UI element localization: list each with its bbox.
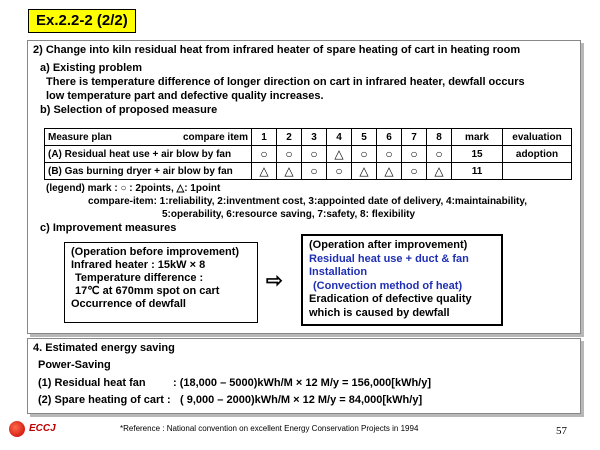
row-b-mark-8: △ bbox=[427, 163, 452, 180]
table-row bbox=[45, 163, 572, 180]
existing-problem-label: a) Existing problem bbox=[40, 62, 143, 74]
row-b-mark-5: △ bbox=[352, 163, 377, 180]
header-mark: mark bbox=[452, 129, 503, 146]
existing-problem-text-2: low temperature part and defective quality increases. bbox=[46, 90, 324, 102]
row-b-mark-6: △ bbox=[377, 163, 402, 180]
compare-items-line-2: 5:operability, 6:resource saving, 7:safety, 8: flexibility bbox=[162, 209, 416, 220]
row-a-total: 15 bbox=[452, 146, 503, 163]
row-a-mark-6: ○ bbox=[377, 146, 402, 163]
before-line-2: Temperature difference : bbox=[75, 272, 204, 284]
after-title: (Operation after improvement) bbox=[309, 239, 468, 251]
table-header-row bbox=[45, 129, 572, 146]
header-item-7: 7 bbox=[402, 129, 427, 146]
after-improvement-box bbox=[301, 234, 503, 326]
slide-title: Ex.2.2-2 (2/2) bbox=[28, 9, 136, 33]
comparison-table bbox=[44, 128, 572, 180]
header-plan-text: Measure plan bbox=[48, 131, 112, 143]
saving-line-1-label: (1) Residual heat fan bbox=[38, 377, 146, 389]
after-line-2: Installation bbox=[309, 266, 368, 278]
existing-problem-text-1: There is temperature difference of longer direction on cart in infrared heater, dewfall occurs bbox=[46, 76, 525, 88]
compare-items-line-1: compare-item: 1:reliability, 2:inventment cost, 3:appointed date of delivery, 4:maintainability, bbox=[88, 196, 527, 207]
energy-saving-heading: 4. Estimated energy saving bbox=[33, 342, 175, 354]
row-a-evaluation: adoption bbox=[503, 146, 572, 163]
row-a-mark-4: △ bbox=[327, 146, 352, 163]
before-line-4: Occurrence of dewfall bbox=[71, 298, 186, 310]
before-line-1: Infrared heater : 15kW × 8 bbox=[71, 259, 206, 271]
eccj-logo-icon bbox=[9, 421, 25, 437]
legend: (legend) mark : ○ : 2points, △: 1point bbox=[46, 183, 221, 194]
row-a-mark-2: ○ bbox=[277, 146, 302, 163]
header-item-5: 5 bbox=[352, 129, 377, 146]
before-line-3: 17℃ at 670mm spot on cart bbox=[75, 285, 220, 297]
table-header-plan bbox=[45, 129, 252, 146]
row-a-mark-5: ○ bbox=[352, 146, 377, 163]
row-a-mark-7: ○ bbox=[402, 146, 427, 163]
after-line-4: Eradication of defective quality bbox=[309, 293, 472, 305]
row-a-mark-3: ○ bbox=[302, 146, 327, 163]
eccj-logo-text: ECCJ bbox=[29, 423, 56, 434]
row-a-mark-8: ○ bbox=[427, 146, 452, 163]
row-b-mark-1: △ bbox=[252, 163, 277, 180]
table-row bbox=[45, 146, 572, 163]
improvement-measures-label: c) Improvement measures bbox=[40, 222, 177, 234]
row-b-mark-2: △ bbox=[277, 163, 302, 180]
header-item-6: 6 bbox=[377, 129, 402, 146]
page-number: 57 bbox=[556, 425, 567, 437]
row-a-mark-1: ○ bbox=[252, 146, 277, 163]
header-item-1: 1 bbox=[252, 129, 277, 146]
after-line-5: which is caused by dewfall bbox=[309, 306, 450, 319]
after-line-1: Residual heat use + duct & fan bbox=[309, 252, 469, 265]
header-item-2: 2 bbox=[277, 129, 302, 146]
section2-heading: 2) Change into kiln residual heat from infrared heater of spare heating of cart in heating room bbox=[33, 44, 521, 56]
header-item-3: 3 bbox=[302, 129, 327, 146]
before-improvement-box bbox=[64, 242, 258, 323]
header-item-8: 8 bbox=[427, 129, 452, 146]
row-b-name: (B) Gas burning dryer + air blow by fan bbox=[45, 163, 252, 180]
saving-line-1-value: : (18,000 – 5000)kWh/M × 12 M/y = 156,000[kWh/y] bbox=[173, 377, 432, 389]
row-b-mark-7: ○ bbox=[402, 163, 427, 180]
reference-note: *Reference : National convention on excellent Energy Conservation Projects in 1994 bbox=[120, 424, 419, 433]
row-b-mark-3: ○ bbox=[302, 163, 327, 180]
header-item-4: 4 bbox=[327, 129, 352, 146]
saving-line-2-label: (2) Spare heating of cart : bbox=[38, 394, 171, 406]
row-b-mark-4: ○ bbox=[327, 163, 352, 180]
proposed-measure-label: b) Selection of proposed measure bbox=[40, 104, 218, 116]
header-compare-text: compare item bbox=[182, 131, 248, 143]
arrow-right-icon: ⇨ bbox=[266, 270, 283, 292]
row-b-evaluation bbox=[503, 163, 572, 180]
after-line-3: (Convection method of heat) bbox=[313, 279, 463, 292]
saving-line-2-value: ( 9,000 – 2000)kWh/M × 12 M/y = 84,000[kWh/y] bbox=[180, 394, 423, 406]
power-saving-label: Power-Saving bbox=[38, 359, 111, 371]
before-title: (Operation before improvement) bbox=[71, 246, 240, 258]
header-evaluation: evaluation bbox=[503, 129, 572, 146]
row-b-total: 11 bbox=[452, 163, 503, 180]
row-a-name: (A) Residual heat use + air blow by fan bbox=[45, 146, 252, 163]
